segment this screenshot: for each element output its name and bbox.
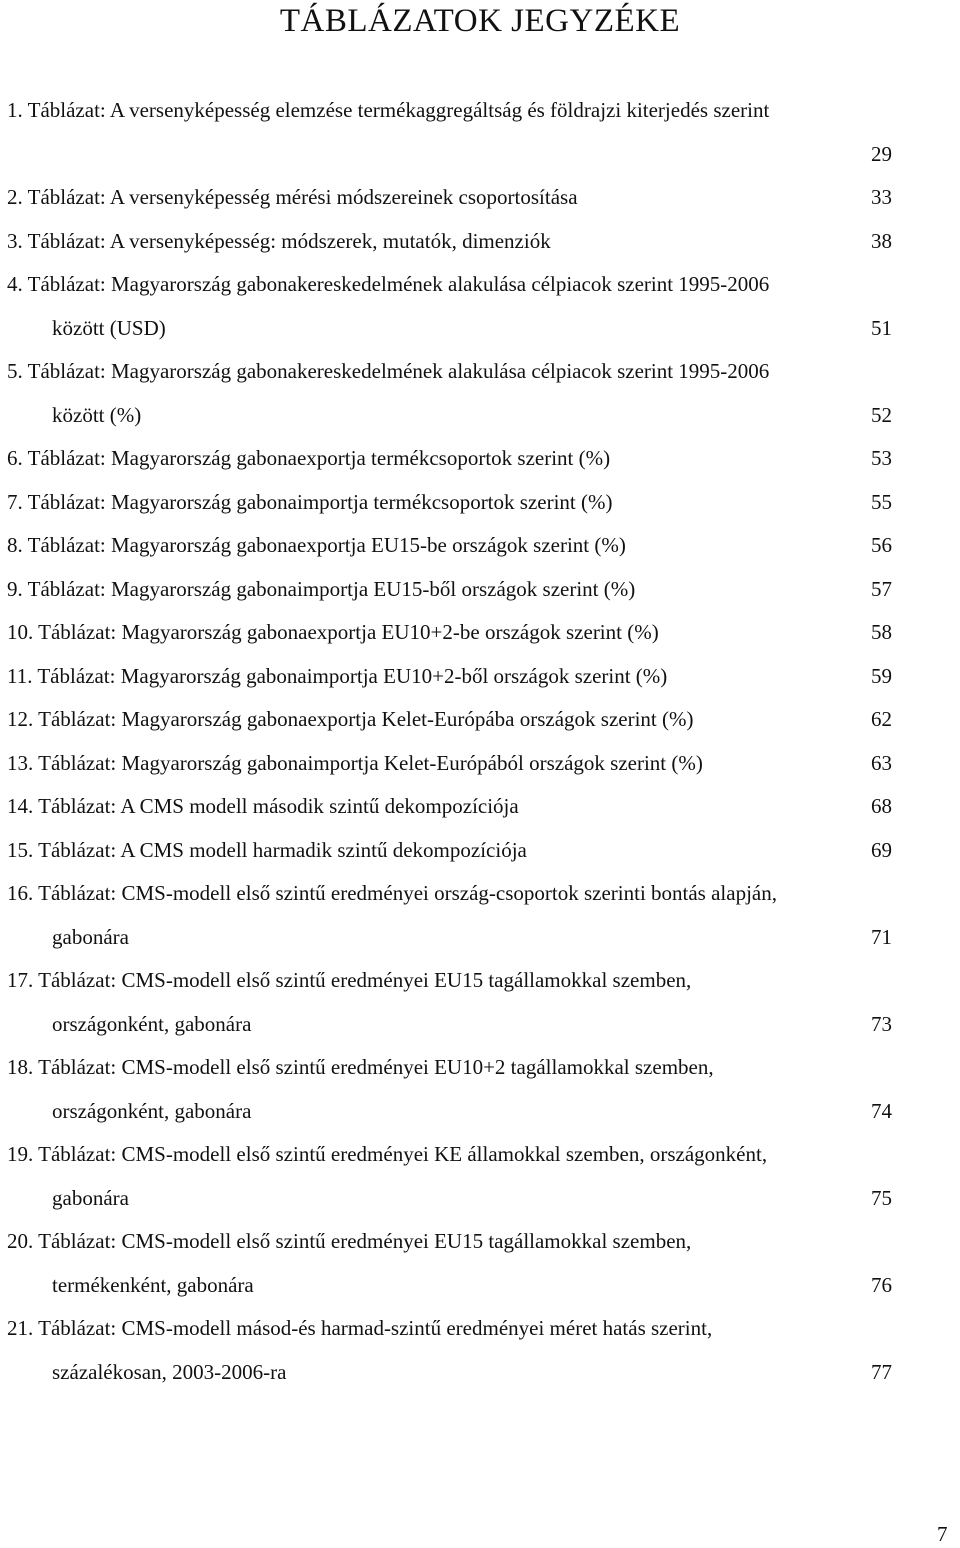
- toc-entry-title: 14. Táblázat: A CMS modell második szintű dekompozíciója: [7, 794, 519, 818]
- toc-page-number: 62: [871, 707, 892, 731]
- toc-entry-title: 17. Táblázat: CMS-modell első szintű eredményei EU15 tagállamokkal szemben,: [7, 968, 692, 992]
- toc-entry-title: 9. Táblázat: Magyarország gabonaimportja EU15-ből országok szerint (%): [7, 576, 636, 601]
- page-title: TÁBLÁZATOK JEGYZÉKE: [279, 3, 681, 39]
- toc-entry-title: 16. Táblázat: CMS-modell első szintű eredményei ország-csoportok szerinti bontás alapján,: [7, 881, 777, 905]
- toc-page-number: 57: [871, 576, 892, 601]
- toc-entry-continuation: termékenként, gabonára: [52, 1272, 254, 1297]
- toc-entry-title: 5. Táblázat: Magyarország gabonakereskedelmének alakulása célpiacok szerint 1995-2006: [7, 359, 770, 383]
- toc-page-number: 74: [871, 1098, 892, 1123]
- toc-entry-title: 12. Táblázat: Magyarország gabonaexportja Kelet-Európába országok szerint (%): [7, 707, 694, 731]
- toc-page-number: 53: [871, 446, 892, 470]
- toc-entry-title: 4. Táblázat: Magyarország gabonakereskedelmének alakulása célpiacok szerint 1995-2006: [7, 272, 770, 296]
- toc-entry-title: 2. Táblázat: A versenyképesség mérési módszereinek csoportosítása: [7, 185, 578, 209]
- toc-page-number: 55: [871, 489, 892, 514]
- toc-entry-title: 18. Táblázat: CMS-modell első szintű eredményei EU10+2 tagállamokkal szemben,: [7, 1055, 714, 1079]
- toc-entry-title: 13. Táblázat: Magyarország gabonaimportja Kelet-Európából országok szerint (%): [7, 750, 703, 775]
- toc-entry-title: 3. Táblázat: A versenyképesség: módszerek, mutatók, dimenziók: [7, 228, 551, 253]
- toc-page-number: 68: [871, 794, 892, 818]
- toc-page-number: 51: [871, 315, 892, 340]
- toc-entry-title: 1. Táblázat: A versenyképesség elemzése termékaggregáltság és földrajzi kiterjedés szerint: [7, 98, 770, 122]
- toc-entry-continuation: gabonára: [52, 924, 129, 949]
- toc-page-number: 63: [871, 750, 892, 775]
- toc-entry-title: 10. Táblázat: Magyarország gabonaexportja EU10+2-be országok szerint (%): [7, 620, 659, 644]
- toc-entry-title: 20. Táblázat: CMS-modell első szintű eredményei EU15 tagállamokkal szemben,: [7, 1229, 692, 1253]
- toc-entry-continuation: országonként, gabonára: [52, 1011, 252, 1036]
- toc-entry-title: 21. Táblázat: CMS-modell másod-és harmad-szintű eredményei méret hatás szerint,: [7, 1316, 713, 1340]
- toc-page-number: 69: [871, 837, 892, 862]
- toc-page-number: 56: [871, 533, 892, 557]
- toc-entry-title: 19. Táblázat: CMS-modell első szintű eredményei KE államokkal szemben, országonként,: [7, 1142, 768, 1166]
- toc-entry-continuation: gabonára: [52, 1185, 129, 1210]
- toc-page-number: 73: [871, 1011, 892, 1036]
- toc-entry-continuation: országonként, gabonára: [52, 1098, 252, 1123]
- toc-page-number: 59: [871, 663, 892, 688]
- toc-entry-continuation: között (%): [52, 402, 142, 427]
- toc-page-number: 29: [871, 141, 892, 166]
- toc-entry-continuation: százalékosan, 2003-2006-ra: [52, 1359, 287, 1384]
- toc-page-number: 33: [871, 185, 892, 209]
- toc-page-number: 75: [871, 1185, 892, 1210]
- toc-entry-continuation: között (USD): [52, 315, 166, 340]
- toc-entry-title: 11. Táblázat: Magyarország gabonaimportja EU10+2-ből országok szerint (%): [7, 663, 668, 688]
- toc-entry-title: 6. Táblázat: Magyarország gabonaexportja termékcsoportok szerint (%): [7, 446, 611, 470]
- toc-page-number: 38: [871, 228, 892, 253]
- toc-entry-title: 7. Táblázat: Magyarország gabonaimportja termékcsoportok szerint (%): [7, 489, 613, 514]
- toc-page-number: 76: [871, 1272, 892, 1297]
- toc-page-number: 77: [871, 1359, 892, 1384]
- toc-page-number: 71: [871, 924, 892, 949]
- page-number: 7: [937, 1522, 948, 1546]
- toc-page-number: 58: [871, 620, 892, 644]
- toc-page-number: 52: [871, 402, 892, 427]
- toc-entry-title: 15. Táblázat: A CMS modell harmadik szintű dekompozíciója: [7, 837, 527, 862]
- toc-entry-title: 8. Táblázat: Magyarország gabonaexportja EU15-be országok szerint (%): [7, 533, 626, 557]
